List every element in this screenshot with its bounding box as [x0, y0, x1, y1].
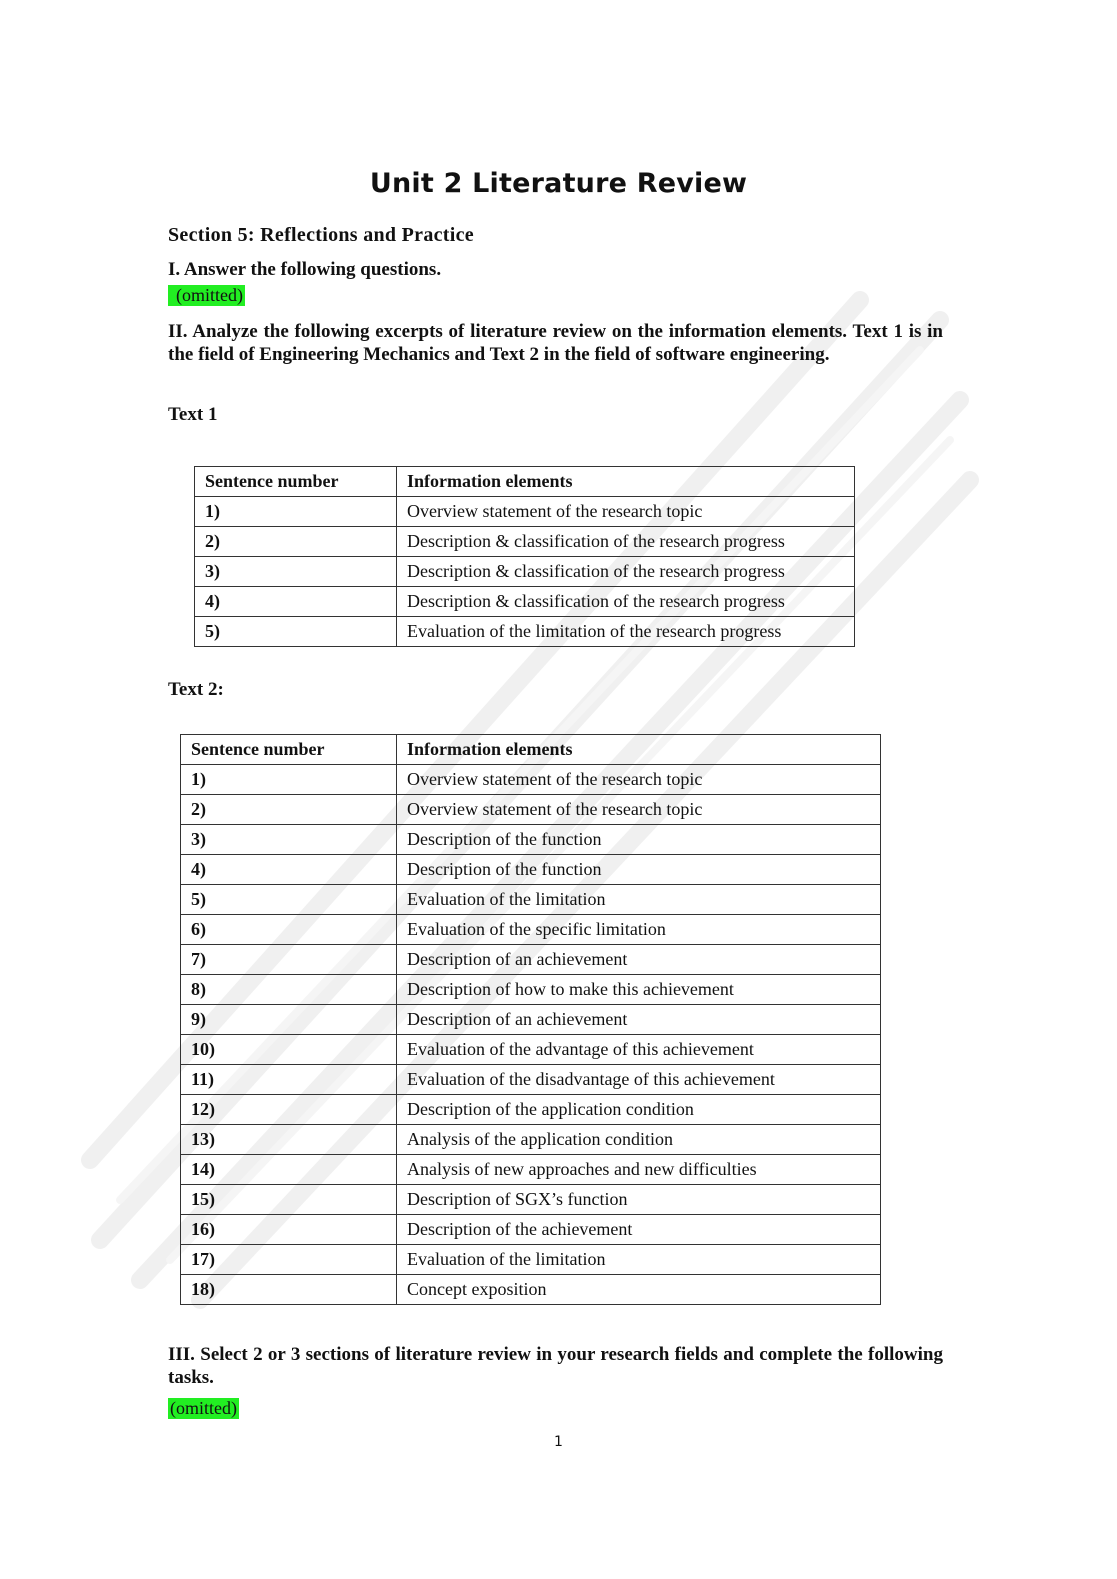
sentence-number-cell: 1) — [181, 765, 397, 795]
table-row — [181, 765, 881, 795]
sentence-number-cell: 4) — [181, 855, 397, 885]
sentence-number-cell: 4) — [195, 587, 397, 617]
information-element-cell: Overview statement of the research topic — [397, 795, 881, 825]
table-row — [181, 1005, 881, 1035]
information-element-cell: Description & classification of the research progress — [397, 527, 855, 557]
sentence-number-cell: 15) — [181, 1185, 397, 1215]
part1-omitted-highlight: (omitted) — [168, 285, 245, 306]
table-row — [181, 1095, 881, 1125]
sentence-number-cell: 17) — [181, 1245, 397, 1275]
section-title: Section 5: Reflections and Practice — [168, 224, 474, 246]
column-header-information-elements: Information elements — [397, 467, 855, 497]
table-row — [181, 1215, 881, 1245]
information-element-cell: Evaluation of the disadvantage of this achievement — [397, 1065, 881, 1095]
page-number: 1 — [554, 1434, 563, 1450]
sentence-number-cell: 5) — [195, 617, 397, 647]
table-row — [195, 557, 855, 587]
part3-omitted-highlight: (omitted) — [170, 1398, 237, 1418]
information-element-cell: Concept exposition — [397, 1275, 881, 1305]
information-element-cell: Description & classification of the research progress — [397, 587, 855, 617]
information-element-cell: Overview statement of the research topic — [397, 497, 855, 527]
sentence-number-cell: 12) — [181, 1095, 397, 1125]
information-element-cell: Description of the application condition — [397, 1095, 881, 1125]
table-row — [181, 1125, 881, 1155]
information-element-cell: Analysis of the application condition — [397, 1125, 881, 1155]
sentence-number-cell: 1) — [195, 497, 397, 527]
information-element-cell: Evaluation of the limitation — [397, 885, 881, 915]
sentence-number-cell: 8) — [181, 975, 397, 1005]
part2-heading: II. Analyze the following excerpts of literature review on the information elements. Text 1 is in the field of Engineering Mechanics and Text 2 in the field of software engineering. — [168, 321, 943, 365]
table-row — [181, 1035, 881, 1065]
information-element-cell: Description of the achievement — [397, 1215, 881, 1245]
information-element-cell: Evaluation of the specific limitation — [397, 915, 881, 945]
information-element-cell: Evaluation of the limitation of the research progress — [397, 617, 855, 647]
text2-table — [180, 734, 881, 1305]
page-title: Unit 2 Literature Review — [369, 168, 748, 199]
table-header-row — [181, 735, 881, 765]
part1-heading: I. Answer the following questions. — [168, 259, 442, 280]
table-row — [181, 1185, 881, 1215]
sentence-number-cell: 7) — [181, 945, 397, 975]
sentence-number-cell: 10) — [181, 1035, 397, 1065]
table-row — [181, 1245, 881, 1275]
information-element-cell: Overview statement of the research topic — [397, 765, 881, 795]
sentence-number-cell: 11) — [181, 1065, 397, 1095]
information-element-cell: Analysis of new approaches and new difficulties — [397, 1155, 881, 1185]
information-element-cell: Description & classification of the research progress — [397, 557, 855, 587]
text1-table — [194, 466, 855, 647]
sentence-number-cell: 2) — [181, 795, 397, 825]
column-header-information-elements: Information elements — [397, 735, 881, 765]
table-row — [195, 617, 855, 647]
sentence-number-cell: 5) — [181, 885, 397, 915]
table-row — [181, 855, 881, 885]
information-element-cell: Evaluation of the advantage of this achievement — [397, 1035, 881, 1065]
sentence-number-cell: 14) — [181, 1155, 397, 1185]
sentence-number-cell: 16) — [181, 1215, 397, 1245]
table-row — [181, 825, 881, 855]
part3-heading: III. Select 2 or 3 sections of literature review in your research fields and complete the following tasks. — [168, 1344, 943, 1388]
table-row — [195, 587, 855, 617]
sentence-number-cell: 18) — [181, 1275, 397, 1305]
information-element-cell: Description of how to make this achievement — [397, 975, 881, 1005]
information-element-cell: Description of the function — [397, 825, 881, 855]
sentence-number-cell: 3) — [195, 557, 397, 587]
information-element-cell: Description of an achievement — [397, 1005, 881, 1035]
table-row — [181, 795, 881, 825]
sentence-number-cell: 3) — [181, 825, 397, 855]
column-header-sentence-number: Sentence number — [195, 467, 397, 497]
information-element-cell: Description of SGX’s function — [397, 1185, 881, 1215]
information-element-cell: Description of an achievement — [397, 945, 881, 975]
table-row — [181, 915, 881, 945]
table-row — [181, 1065, 881, 1095]
table-row — [181, 1275, 881, 1305]
text2-label: Text 2: — [168, 679, 224, 700]
information-element-cell: Description of the function — [397, 855, 881, 885]
table-row — [195, 497, 855, 527]
sentence-number-cell: 2) — [195, 527, 397, 557]
sentence-number-cell: 6) — [181, 915, 397, 945]
text1-label: Text 1 — [168, 404, 218, 425]
information-element-cell: Evaluation of the limitation — [397, 1245, 881, 1275]
sentence-number-cell: 13) — [181, 1125, 397, 1155]
table-row — [181, 975, 881, 1005]
column-header-sentence-number: Sentence number — [181, 735, 397, 765]
table-row — [181, 885, 881, 915]
table-row — [181, 1155, 881, 1185]
table-row — [195, 527, 855, 557]
table-header-row — [195, 467, 855, 497]
sentence-number-cell: 9) — [181, 1005, 397, 1035]
table-row — [181, 945, 881, 975]
